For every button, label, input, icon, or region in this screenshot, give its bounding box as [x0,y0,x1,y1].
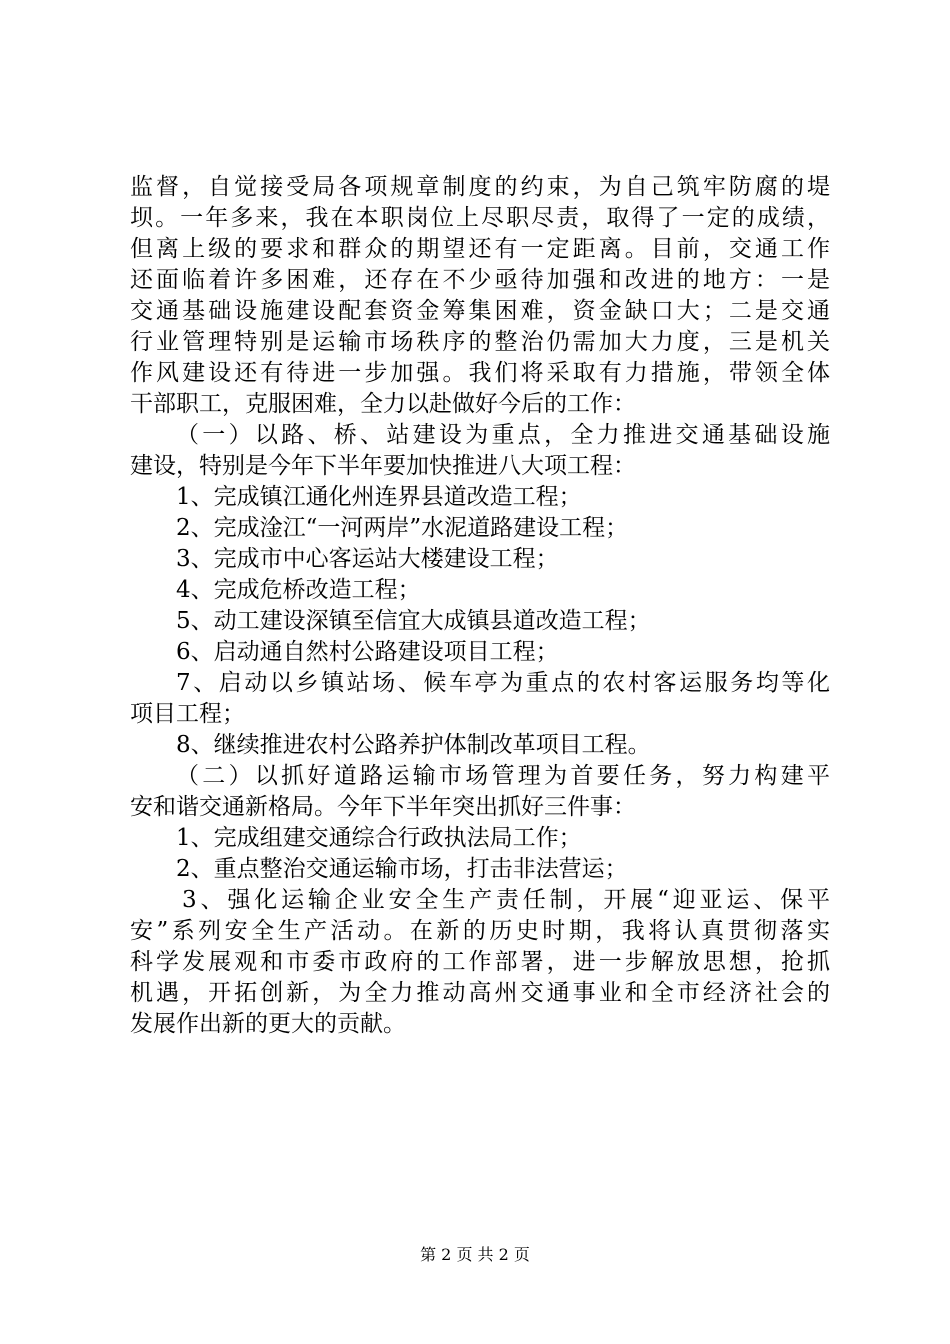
text-line: 但离上级的要求和群众的期望还有一定距离。目前，交通工作 [130,236,830,262]
text-line: 机遇，开拓创新，为全力推动高州交通事业和全市经济社会的 [130,980,830,1006]
list-item: 1、完成组建交通综合行政执法局工作； [176,825,582,851]
text-line: 干部职工，克服困难，全力以赴做好今后的工作： [130,391,636,417]
list-item: 2、完成淦江“一河两岸”水泥道路建设工程； [176,515,629,541]
text-line: 建设，特别是今年下半年要加快推进八大项工程： [130,453,636,479]
list-item: 8、继续推进农村公路养护体制改革项目工程。 [176,732,651,758]
section-heading: （二）以抓好道路运输市场管理为首要任务，努力构建平 [176,763,830,789]
list-item: 1、完成镇江通化州连界县道改造工程； [176,484,582,510]
text-line: 安和谐交通新格局。今年下半年突出抓好三件事： [130,794,636,820]
list-item: 6、启动通自然村公路建设项目工程； [176,639,559,665]
text-line: 安”系列安全生产活动。在新的历史时期，我将认真贯彻落实 [130,918,830,944]
text-line: 项目工程； [130,701,245,727]
document-body [130,172,830,1040]
page-footer: 第 2 页 共 2 页 [420,1245,530,1264]
text-line: 坝。一年多来，我在本职岗位上尽职尽责，取得了一定的成绩， [130,205,830,231]
list-item: 2、重点整治交通运输市场，打击非法营运； [176,856,628,882]
text-line: 行业管理特别是运输市场秩序的整治仍需加大力度，三是机关 [130,329,830,355]
list-item: 3、强化运输企业安全生产责任制，开展“迎亚运、保平 [182,887,830,913]
text-line: 作风建设还有待进一步加强。我们将采取有力措施，带领全体 [130,360,830,386]
text-line: 还面临着许多困难，还存在不少亟待加强和改进的地方：一是 [130,267,830,293]
list-item: 5、动工建设深镇至信宜大成镇县道改造工程； [176,608,651,634]
text-line: 科学发展观和市委市政府的工作部署，进一步解放思想，抢抓 [130,949,830,975]
list-item: 7、启动以乡镇站场、候车亭为重点的农村客运服务均等化 [176,670,830,696]
text-line: 监督，自觉接受局各项规章制度的约束，为自己筑牢防腐的堤 [130,174,830,200]
text-line: 交通基础设施建设配套资金筹集困难，资金缺口大；二是交通 [130,298,830,324]
list-item: 3、完成市中心客运站大楼建设工程； [176,546,559,572]
text-line: 发展作出新的更大的贡献。 [130,1011,406,1037]
section-heading: （一）以路、桥、站建设为重点，全力推进交通基础设施 [176,422,830,448]
list-item: 4、完成危桥改造工程； [176,577,421,603]
